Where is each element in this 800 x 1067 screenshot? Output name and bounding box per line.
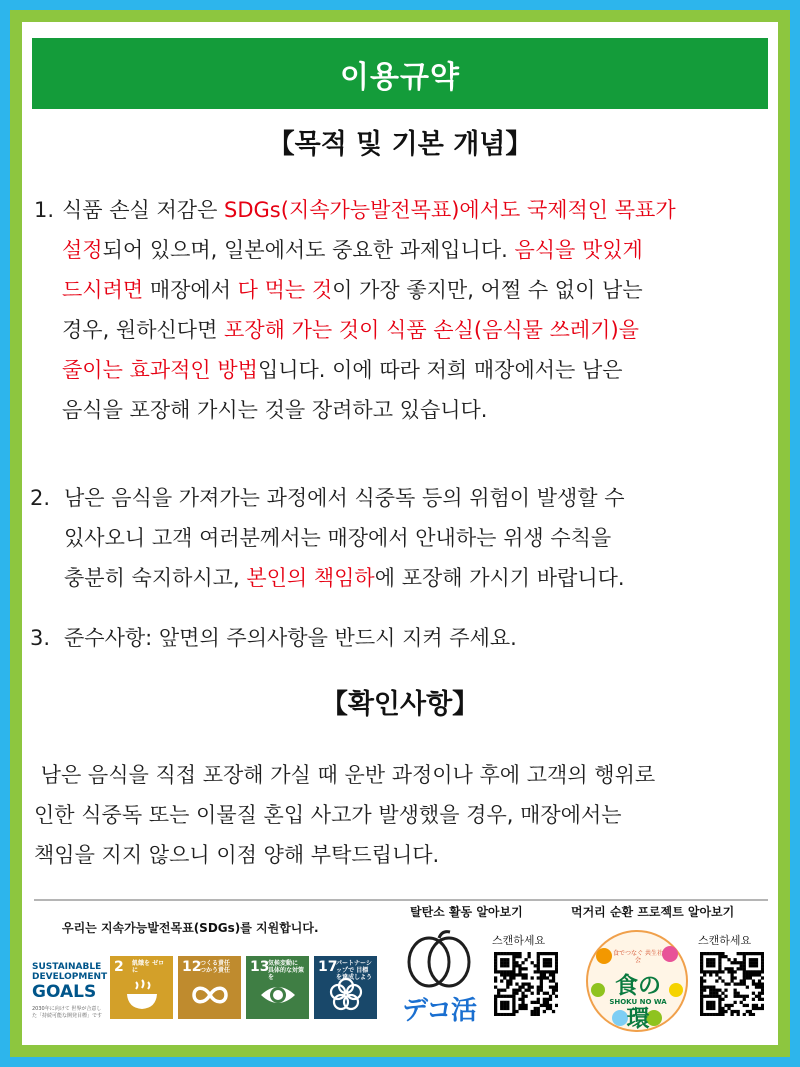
confirm-line: 책임을 지지 않으니 이점 양해 부탁드립니다. bbox=[34, 843, 440, 867]
sdg-goal-number: 17 bbox=[318, 959, 338, 975]
text-line bbox=[64, 478, 625, 518]
item-text bbox=[64, 618, 517, 658]
flower-icon bbox=[327, 976, 365, 1014]
body-text: 식품 손실 저감은 bbox=[62, 198, 225, 222]
highlight-text: 음식을 맛있게 bbox=[514, 238, 643, 262]
qr-pattern bbox=[494, 952, 558, 1016]
text-line bbox=[64, 518, 625, 558]
body-text: 음식을 포장해 가시는 것을 장려하고 있습니다. bbox=[62, 398, 488, 422]
highlight-text: 다 먹는 것 bbox=[237, 278, 333, 302]
shokunowa-scan-text: 스캔하세요 bbox=[698, 934, 752, 947]
body-text: 있사오니 고객 여러분께서는 매장에서 안내하는 위생 수칙을 bbox=[64, 526, 612, 550]
sdg-goal-text: 気候変動に 具体的な対策を bbox=[268, 960, 305, 981]
text-line bbox=[64, 558, 625, 598]
item-text bbox=[64, 478, 625, 598]
body-text: 이 가장 좋지만, 어쩔 수 없이 남는 bbox=[332, 278, 643, 302]
sdg-goal-17-tile bbox=[314, 956, 377, 1019]
shokunowa-logo-tagline: 食でつなぐ 共生社会 bbox=[613, 950, 663, 964]
body-text: 남은 음식을 가져가는 과정에서 식중독 등의 위험이 발생할 수 bbox=[64, 486, 625, 510]
shokunowa-qr-code[interactable] bbox=[700, 952, 764, 1016]
body-text: 준수사항: 앞면의 주의사항을 반드시 지켜 주세요. bbox=[64, 626, 517, 650]
highlight-text: 줄이는 효과적인 방법 bbox=[62, 358, 258, 382]
sdg-goal-2-tile bbox=[110, 956, 173, 1019]
list-item-3 bbox=[30, 618, 770, 658]
sdg-logo-line: SUSTAINABLE bbox=[32, 962, 102, 972]
list-item-1 bbox=[34, 190, 774, 430]
shokunowa-logo-main: 食の環 bbox=[615, 973, 661, 1032]
sdg-logo-line: DEVELOPMENT bbox=[32, 972, 108, 982]
text-line bbox=[62, 310, 676, 350]
body-text: 매장에서 bbox=[143, 278, 238, 302]
body-text: 입니다. 이에 따라 저희 매장에서는 남은 bbox=[257, 358, 623, 382]
decokatsu-logo-text: デコ活 bbox=[402, 996, 476, 1026]
text-line bbox=[64, 618, 517, 658]
item-number: 3. bbox=[30, 626, 51, 650]
notice-card bbox=[22, 22, 778, 1045]
confirm-line: 인한 식중독 또는 이물질 혼입 사고가 발생했을 경우, 매장에서는 bbox=[34, 803, 622, 827]
sdg-goal-number: 13 bbox=[250, 959, 270, 975]
body-text: 되어 있으며, 일본에서도 중요한 과제입니다. bbox=[102, 238, 515, 262]
shokunowa-logo-sub: SHOKU NO WA bbox=[609, 998, 667, 1006]
highlight-text: 본인의 책임하 bbox=[246, 566, 375, 590]
highlight-text: 드시려면 bbox=[62, 278, 144, 302]
sdg-goal-number: 2 bbox=[114, 959, 124, 975]
list-item-2 bbox=[30, 478, 770, 598]
decokatsu-qr-code[interactable] bbox=[494, 952, 558, 1016]
shokunowa-title: 먹거리 순환 프로젝트 알아보기 bbox=[571, 905, 735, 919]
bowl-icon bbox=[123, 976, 161, 1014]
sdgs-support-text: 우리는 지속가능발전목표(SDGs)를 지원합니다. bbox=[62, 921, 319, 935]
item-number: 2. bbox=[30, 486, 51, 510]
sdg-goal-13-tile bbox=[246, 956, 309, 1019]
highlight-text: 포장해 가는 것이 식품 손실(음식물 쓰레기)을 bbox=[224, 318, 639, 342]
body-text: 충분히 숙지하시고, bbox=[64, 566, 247, 590]
sdg-goal-text: 飢餓を ゼロに bbox=[132, 960, 165, 974]
eye-globe-icon bbox=[259, 976, 297, 1014]
footer-divider bbox=[34, 899, 768, 901]
decokatsu-title: 탈탄소 활동 알아보기 bbox=[410, 905, 523, 919]
confirm-text bbox=[34, 755, 774, 875]
text-line bbox=[62, 190, 676, 230]
body-text: 에 포장해 가시기 바랍니다. bbox=[374, 566, 625, 590]
sdg-goal-12-tile bbox=[178, 956, 241, 1019]
sdg-goal-text: つくる責任 つかう責任 bbox=[200, 960, 231, 974]
item-text bbox=[62, 190, 676, 430]
sdg-logo-caption: 2030年に向けて 世界が合意した「持続可能な開発目標」です bbox=[32, 1006, 103, 1019]
highlight-text: SDGs(지속가능발전목표)에서도 국제적인 목표가 bbox=[224, 198, 676, 222]
text-line bbox=[62, 270, 676, 310]
sdg-goal-number: 12 bbox=[182, 959, 202, 975]
infinity-icon bbox=[191, 976, 229, 1014]
text-line bbox=[62, 350, 676, 390]
text-line bbox=[62, 390, 676, 430]
body-text: 경우, 원하신다면 bbox=[62, 318, 225, 342]
qr-pattern bbox=[700, 952, 764, 1016]
purpose-heading: 【목적 및 기본 개념】 bbox=[267, 129, 533, 160]
decokatsu-scan-text: 스캔하세요 bbox=[492, 934, 546, 947]
highlight-text: 설정 bbox=[62, 238, 103, 262]
sdgs-logo bbox=[32, 962, 110, 1038]
item-number: 1. bbox=[34, 198, 55, 222]
decokatsu-logo-icon bbox=[406, 930, 472, 990]
sdg-goal-text: パートナーシップで 目標を達成しよう bbox=[336, 960, 373, 981]
confirm-heading: 【확인사항】 bbox=[320, 689, 480, 720]
sdg-logo-line: GOALS bbox=[32, 982, 97, 1002]
text-line bbox=[62, 230, 676, 270]
page-title: 이용규약 bbox=[32, 38, 768, 109]
confirm-line: 남은 음식을 직접 포장해 가실 때 운반 과정이나 후에 고객의 행위로 bbox=[34, 763, 656, 787]
